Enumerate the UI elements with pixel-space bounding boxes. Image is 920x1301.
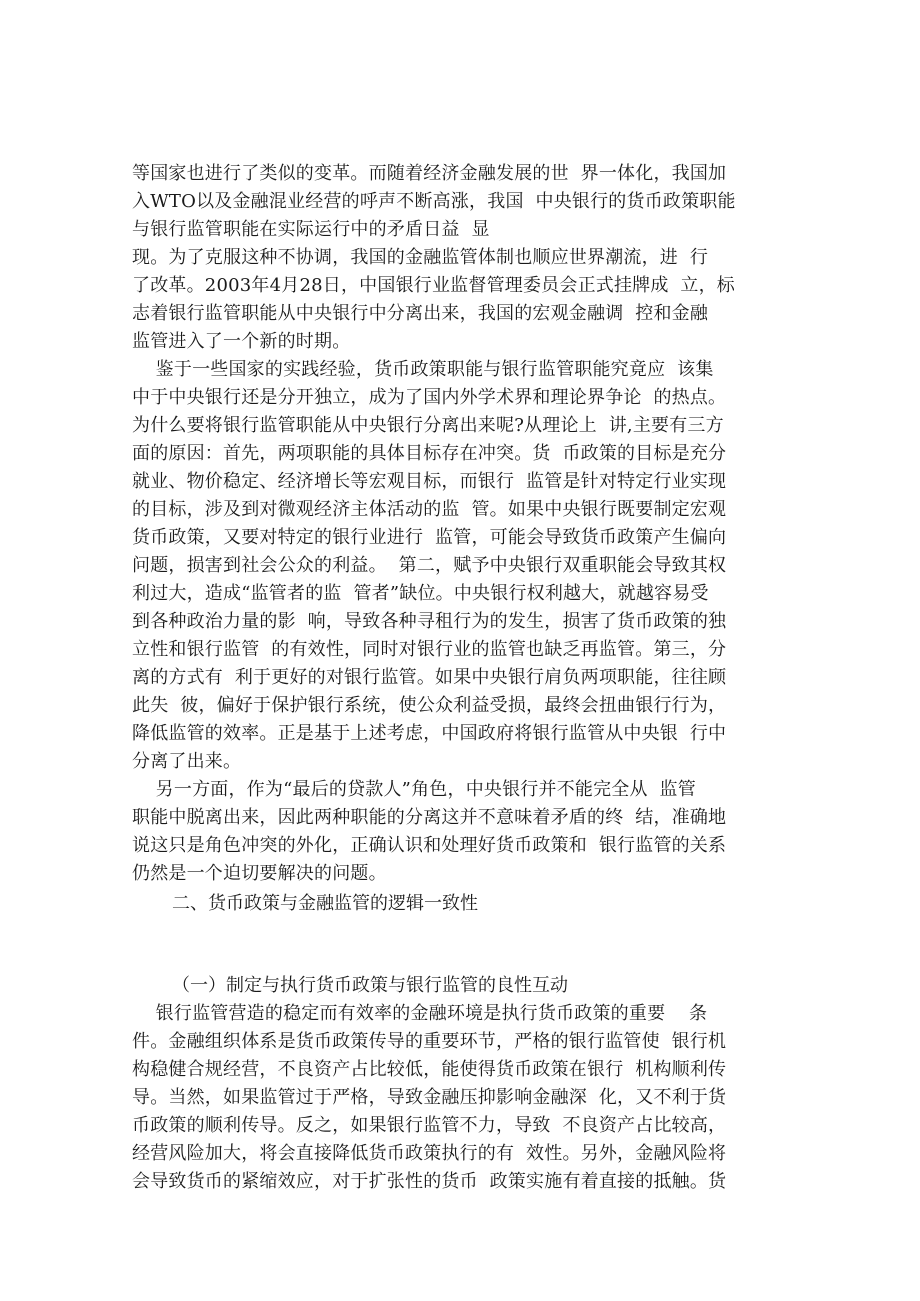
text-line: 离的方式有 利于更好的对银行监管。如果中央银行肩负两项职能，往往顾 — [132, 667, 727, 688]
subsection-heading: （一）制定与执行货币政策与银行监管的良性互动 — [172, 975, 568, 996]
text-line: 货币政策，又要对特定的银行业进行 监管，可能会导致货币政策产生偏向 — [132, 527, 727, 548]
text-line: 构稳健合规经营，不良资产占比较低，能使得货币政策在银行 机构顺利传 — [132, 1059, 727, 1080]
text-line: 现。为了克服这种不协调，我国的金融监管体制也顺应世界潮流，进 行 — [132, 247, 709, 268]
text-line: 问题，损害到社会公众的利益。 第二，赋予中央银行双重职能会导致其权 — [132, 555, 727, 576]
text-line: 监管进入了一个新的时期。 — [132, 331, 351, 352]
paragraph-reform — [132, 160, 792, 356]
text-line: 职能中脱离出来，因此两种职能的分离这并不意味着矛盾的终 结，准确地 — [132, 807, 727, 828]
text-line: 面的原因：首先，两项职能的具体目标存在冲突。货 币政策的目标是充分 — [132, 443, 727, 464]
text-line: 利过大，造成“监管者的监 管者”缺位。中央银行权利越大，就越容易受 — [132, 583, 709, 604]
text-line: 件。金融组织体系是货币政策传导的重要环节，严格的银行监管使 银行机 — [132, 1031, 727, 1052]
paragraph-positive-interaction — [132, 1000, 792, 1196]
text-line: 仍然是一个迫切要解决的问题。 — [132, 863, 387, 884]
text-line: 币政策的顺利传导。反之，如果银行监管不力，导致 不良资产占比较高， — [132, 1115, 727, 1136]
text-line: 志着银行监管职能从中央银行中分离出来，我国的宏观金融调 控和金融 — [132, 303, 709, 324]
text-line: 与银行监管职能在实际运行中的矛盾日益 显 — [132, 219, 490, 240]
text-line: 说这只是角色冲突的外化，正确认识和处理好货币政策和 银行监管的关系 — [132, 835, 727, 856]
text-line: 入WTO以及金融混业经营的呼声不断高涨，我国 中央银行的货币政策职能 — [132, 191, 736, 212]
paragraph-separation-reasons — [132, 356, 792, 776]
text-line: 为什么要将银行监管职能从中央银行分离出来呢?从理论上 讲,主要有三方 — [132, 415, 724, 436]
text-line: 鉴于一些国家的实践经验，货币政策职能与银行监管职能究竟应 该集 — [132, 359, 714, 380]
text-line: 等国家也进行了类似的变革。而随着经济金融发展的世 界一体化，我国加 — [132, 163, 727, 184]
text-line: 导。当然，如果监管过于严格，导致金融压抑影响金融深 化，又不利于货 — [132, 1087, 727, 1108]
paragraph-lender-of-last-resort — [132, 776, 792, 888]
text-line: 了改革。2003年4月28日，中国银行业监督管理委员会正式挂牌成 立，标 — [132, 275, 736, 296]
text-line: 银行监管营造的稳定而有效率的金融环境是执行货币政策的重要 条 — [132, 1003, 708, 1024]
text-line: 会导致货币的紧缩效应，对于扩张性的货币 政策实施有着直接的抵触。货 — [132, 1171, 727, 1192]
text-line: 经营风险加大，将会直接降低货币政策执行的有 效性。另外，金融风险将 — [132, 1143, 727, 1164]
text-line: 此失 彼，偏好于保护银行系统，使公众利益受损，最终会扭曲银行行为， — [132, 695, 727, 716]
text-line: 中于中央银行还是分开独立，成为了国内外学术界和理论界争论 的热点。 — [132, 387, 727, 408]
text-line: 的目标，涉及到对微观经济主体活动的监 管。如果中央银行既要制定宏观 — [132, 499, 727, 520]
text-line: 立性和银行监管 的有效性，同时对银行业的监管也缺乏再监管。第三，分 — [132, 639, 727, 660]
text-line: 到各种政治力量的影 响，导致各种寻租行为的发生，损害了货币政策的独 — [132, 611, 727, 632]
text-line: 就业、物价稳定、经济增长等宏观目标，而银行 监管是针对特定行业实现 — [132, 471, 727, 492]
text-line: 分离了出来。 — [132, 751, 242, 772]
section-heading: 二、货币政策与金融监管的逻辑一致性 — [172, 893, 478, 914]
text-line: 降低监管的效率。正是基于上述考虑，中国政府将银行监管从中央银 行中 — [132, 723, 727, 744]
text-line: 另一方面，作为“最后的贷款人”角色，中央银行并不能完全从 监管 — [132, 779, 696, 800]
